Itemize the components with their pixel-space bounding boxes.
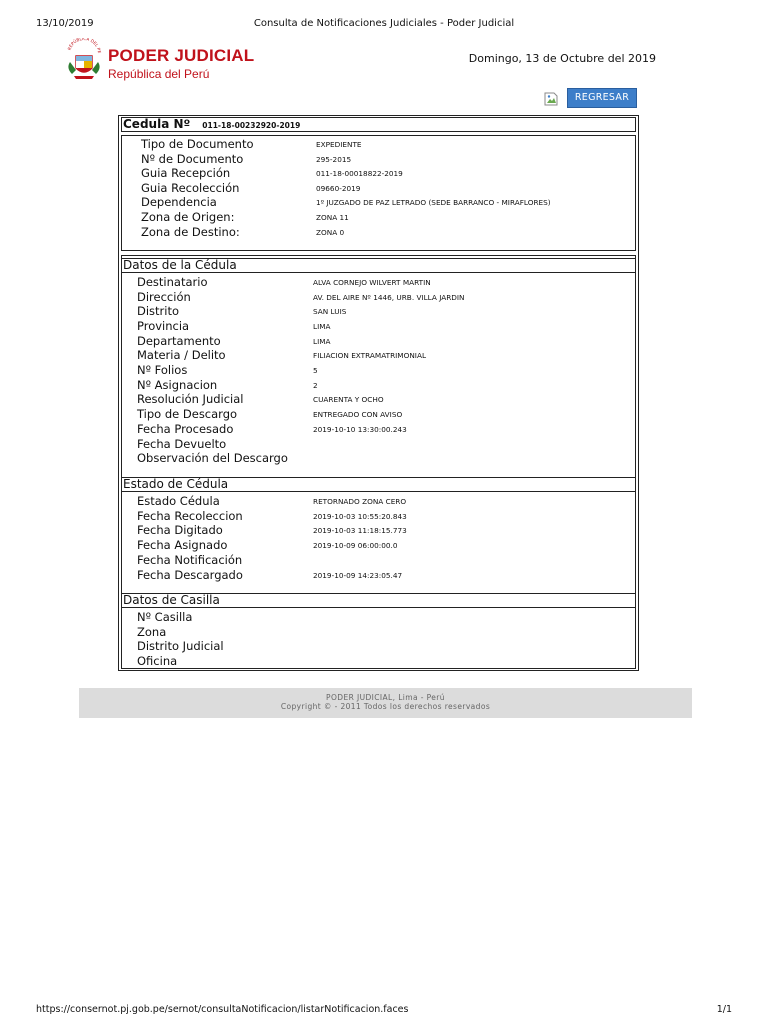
row-label: Fecha Descargado: [137, 568, 243, 582]
estado-cedula-header: [121, 477, 636, 492]
row-value: LIMA: [313, 337, 331, 346]
info-row: [119, 523, 638, 537]
info-row: [119, 334, 638, 348]
row-label: Tipo de Documento: [141, 137, 254, 151]
info-row: [119, 625, 638, 639]
info-row: [119, 275, 638, 289]
row-value: ALVA CORNEJO WILVERT MARTIN: [313, 278, 431, 287]
row-label: Fecha Notificación: [137, 553, 243, 567]
info-row: [119, 494, 638, 508]
section-title: Datos de la Cédula: [123, 258, 237, 272]
row-value: 09660-2019: [316, 184, 361, 193]
row-label: Dirección: [137, 290, 191, 304]
row-value: CUARENTA Y OCHO: [313, 395, 384, 404]
row-label: Resolución Judicial: [137, 392, 244, 406]
info-row: [119, 378, 638, 392]
row-label: Nº Folios: [137, 363, 188, 377]
section-title: Datos de Casilla: [123, 593, 220, 607]
row-value: 295-2015: [316, 155, 352, 164]
row-label: Tipo de Descargo: [137, 407, 238, 421]
row-value: 2019-10-03 10:55:20.843: [313, 512, 407, 521]
row-value: AV. DEL AIRE Nº 1446, URB. VILLA JARDIN: [313, 293, 465, 302]
row-value: 2: [313, 381, 318, 390]
site-footer: [79, 688, 692, 718]
info-row: [122, 166, 635, 180]
info-row: [122, 137, 635, 151]
info-row: [119, 553, 638, 567]
row-label: Nº de Documento: [141, 152, 244, 166]
row-value: 2019-10-10 13:30:00.243: [313, 425, 407, 434]
info-row: [119, 422, 638, 436]
cedula-header: [121, 117, 636, 132]
cedula-number: 011-18-00232920-2019: [202, 121, 301, 130]
info-row: [119, 654, 638, 668]
row-label: Estado Cédula: [137, 494, 220, 508]
row-value: 2019-10-09 06:00:00.0: [313, 541, 398, 550]
brand: [108, 46, 254, 81]
row-value: 1º JUZGADO DE PAZ LETRADO (SEDE BARRANCO - MIRAFLORES): [316, 198, 551, 207]
row-value: 5: [313, 366, 318, 375]
info-row: [119, 348, 638, 362]
print-title: Consulta de Notificaciones Judiciales - Poder Judicial: [253, 18, 515, 29]
row-label: Distrito: [137, 304, 180, 318]
row-value: LIMA: [313, 322, 331, 331]
info-row: [119, 304, 638, 318]
row-value: EXPEDIENTE: [316, 140, 362, 149]
info-row: [119, 639, 638, 653]
info-row: [119, 363, 638, 377]
footer-copyright: Copyright © - 2011 Todos los derechos reservados: [280, 702, 491, 711]
datos-cedula-header: [121, 258, 636, 273]
info-row: [119, 610, 638, 624]
svg-text:REPÚBLICA DEL PERÚ: REPÚBLICA DEL PE: [66, 38, 103, 54]
notification-detail-panel: [118, 115, 639, 671]
row-label: Materia / Delito: [137, 348, 226, 362]
row-label: Fecha Asignado: [137, 538, 228, 552]
info-row: [119, 407, 638, 421]
info-row: [122, 225, 635, 239]
row-label: Zona: [137, 625, 167, 639]
info-row: [119, 509, 638, 523]
poder-judicial-seal-icon: [64, 38, 104, 82]
print-date: 13/10/2019: [36, 18, 94, 29]
info-row: [119, 568, 638, 582]
row-label: Departamento: [137, 334, 221, 348]
info-row: [119, 451, 638, 465]
row-value: ZONA 11: [316, 213, 349, 222]
info-row: [119, 290, 638, 304]
row-label: Fecha Digitado: [137, 523, 223, 537]
row-label: Fecha Devuelto: [137, 437, 227, 451]
section-title: Estado de Cédula: [123, 477, 229, 491]
datos-casilla-header: [121, 593, 636, 608]
row-label: Observación del Descargo: [137, 451, 288, 465]
print-page-number: 1/1: [716, 1004, 732, 1015]
row-label: Zona de Origen:: [141, 210, 235, 224]
brand-subtitle: República del Perú: [108, 67, 210, 81]
row-label: Guia Recepción: [141, 166, 231, 180]
row-value: FILIACION EXTRAMATRIMONIAL: [313, 351, 427, 360]
print-header: [36, 18, 732, 32]
print-url: https://consernot.pj.gob.pe/sernot/consultaNotificacion/listarNotificacion.faces: [36, 1004, 409, 1015]
info-row: [122, 210, 635, 224]
row-label: Fecha Recoleccion: [137, 509, 243, 523]
info-row: [122, 152, 635, 166]
row-label: Destinatario: [137, 275, 208, 289]
info-row: [122, 181, 635, 195]
footer-line: PODER JUDICIAL, Lima - Perú: [326, 693, 445, 702]
info-row: [119, 437, 638, 451]
info-row: [119, 319, 638, 333]
row-label: Provincia: [137, 319, 190, 333]
row-value: 011-18-00018822-2019: [316, 169, 403, 178]
row-value: ZONA 0: [316, 228, 345, 237]
info-row: [122, 195, 635, 209]
row-value: 2019-10-09 14:23:05.47: [313, 571, 403, 580]
row-value: ENTREGADO CON AVISO: [313, 410, 403, 419]
row-label: Fecha Procesado: [137, 422, 234, 436]
row-label: Distrito Judicial: [137, 639, 224, 653]
broken-image-icon[interactable]: [544, 91, 558, 105]
row-label: Nº Asignacion: [137, 378, 218, 392]
row-label: Dependencia: [141, 195, 217, 209]
cedula-label: Cedula Nº: [123, 117, 191, 131]
row-value: 2019-10-03 11:18:15.773: [313, 526, 407, 535]
row-label: Nº Casilla: [137, 610, 193, 624]
row-label: Zona de Destino:: [141, 225, 240, 239]
info-row: [119, 392, 638, 406]
brand-name: PODER JUDICIAL: [108, 46, 255, 65]
regresar-button[interactable]: REGRESAR: [567, 88, 637, 108]
row-label: Guia Recolección: [141, 181, 240, 195]
row-value: RETORNADO ZONA CERO: [313, 497, 407, 506]
current-date: Domingo, 13 de Octubre del 2019: [468, 52, 656, 65]
cedula-info-box: [121, 135, 636, 251]
row-label: Oficina: [137, 654, 178, 668]
info-row: [119, 538, 638, 552]
row-value: SAN LUIS: [313, 307, 347, 316]
